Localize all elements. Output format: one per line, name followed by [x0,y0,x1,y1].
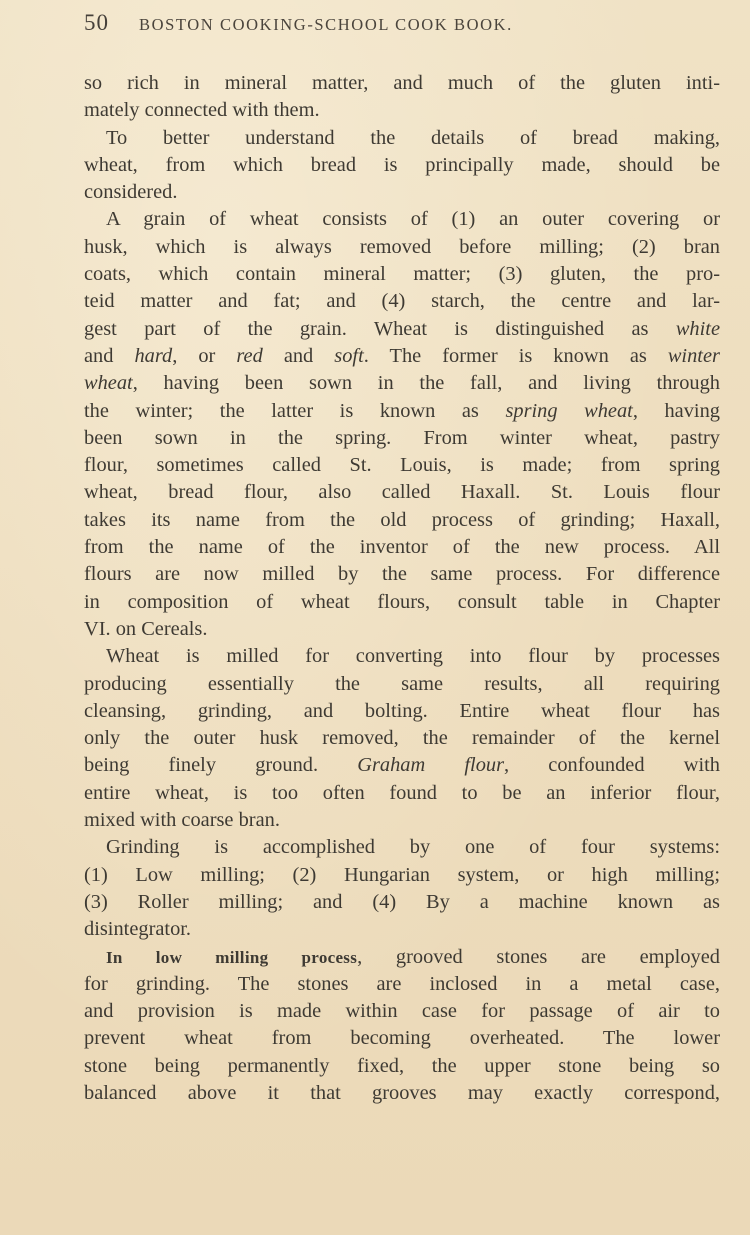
italic-term: winter [667,344,720,367]
paragraph-wheat-milled [84,643,720,834]
text-line [84,643,720,670]
text-line [84,834,720,861]
text-line: stone being permanently fixed, the upper stone being so [84,1054,720,1077]
text-line [84,398,720,425]
text-line [84,343,720,370]
text-line: balanced above it that grooves may exactly correspond, [84,1081,720,1104]
paragraph-bread-making [84,125,720,207]
italic-term: soft [334,344,364,367]
text-line [84,206,720,233]
italic-term: hard [134,344,173,367]
text-line [84,316,720,343]
text-line: for grinding. The stones are inclosed in a metal case, [84,972,720,995]
text-line [84,752,720,779]
italic-term: spring wheat [505,399,633,422]
text-line: mixed with coarse bran. [84,809,280,832]
text-segment: , confounded with [504,754,720,777]
bold-lead-in: In low milling process [106,947,358,967]
text-line: takes its name from the old process of grinding; Haxall, [84,508,720,531]
running-head: BOSTON COOKING-SCHOOL COOK BOOK. [139,15,513,34]
text-line: husk, which is always removed before milling; (2) bran [84,235,720,258]
text-segment: the winter; the latter is known as [84,399,479,422]
text-line: entire wheat, is too often found to be an inferior flour, [84,781,720,804]
text-segment: A grain of wheat consists of (1) an outer covering or [106,208,720,231]
text-line: mately connected with them. [84,99,320,122]
text-segment: , or [172,344,216,367]
page-number: 50 [84,10,109,35]
text-segment: Grinding is accomplished by one of four systems: [106,836,720,859]
page-header [84,10,722,48]
text-segment: and [283,344,314,367]
text-line: flours are now milled by the same process. For difference [84,563,720,586]
text-line: VI. on Cereals. [84,617,208,640]
text-line: coats, which contain mineral matter; (3) gluten, the pro- [84,263,720,286]
italic-term: Graham flour [357,754,505,777]
text-line: considered. [84,181,178,204]
text-line: prevent wheat from becoming overheated. The lower [84,1027,720,1050]
text-segment: To better understand the details of bread making, [106,126,720,149]
text-line: disintegrator. [84,918,192,941]
paragraph-grain-of-wheat [84,206,720,643]
text-line: so rich in mineral matter, and much of the gluten inti- [84,72,720,94]
text-segment: , grooved stones are employed [357,945,720,968]
text-line: cleansing, grinding, and bolting. Entire wheat flour has [84,699,720,722]
text-line [84,944,720,971]
text-line: (3) Roller milling; and (4) By a machine known as [84,890,720,913]
text-line: only the outer husk removed, the remainder of the kernel [84,727,720,750]
text-line: flour, sometimes called St. Louis, is made; from spring [84,454,720,477]
body-text [84,70,720,1107]
italic-term: red [236,344,263,367]
text-segment: , having [632,399,720,422]
text-segment: , having been sown in the fall, and living through [132,372,720,395]
text-segment: Wheat is milled for converting into flour by processes [106,645,720,668]
text-line: been sown in the spring. From winter wheat, pastry [84,426,720,449]
text-segment: gest part of the grain. Wheat is distinguished as [84,317,649,340]
text-line: wheat, bread flour, also called Haxall. St. Louis flour [84,481,720,504]
text-line: teid matter and fat; and (4) starch, the centre and lar- [84,290,720,313]
paragraph-grinding-systems [84,834,720,943]
text-line: in composition of wheat flours, consult table in Chapter [84,590,720,613]
italic-term: white [675,317,720,340]
text-line: from the name of the inventor of the new process. All [84,536,720,559]
text-line [84,125,720,152]
text-line: wheat, from which bread is principally made, should be [84,153,720,176]
paragraph-gluten-continuation [84,70,720,125]
text-line: producing essentially the same results, all requiring [84,672,720,695]
text-segment: . The former is known as [363,344,647,367]
text-segment: and [84,344,114,367]
paragraph-low-milling [84,944,720,1108]
text-line: and provision is made within case for passage of air to [84,1000,720,1023]
italic-term: wheat [84,372,133,395]
text-segment: being finely ground. [84,754,319,777]
text-line: (1) Low milling; (2) Hungarian system, or high milling; [84,863,720,886]
text-line [84,370,720,397]
